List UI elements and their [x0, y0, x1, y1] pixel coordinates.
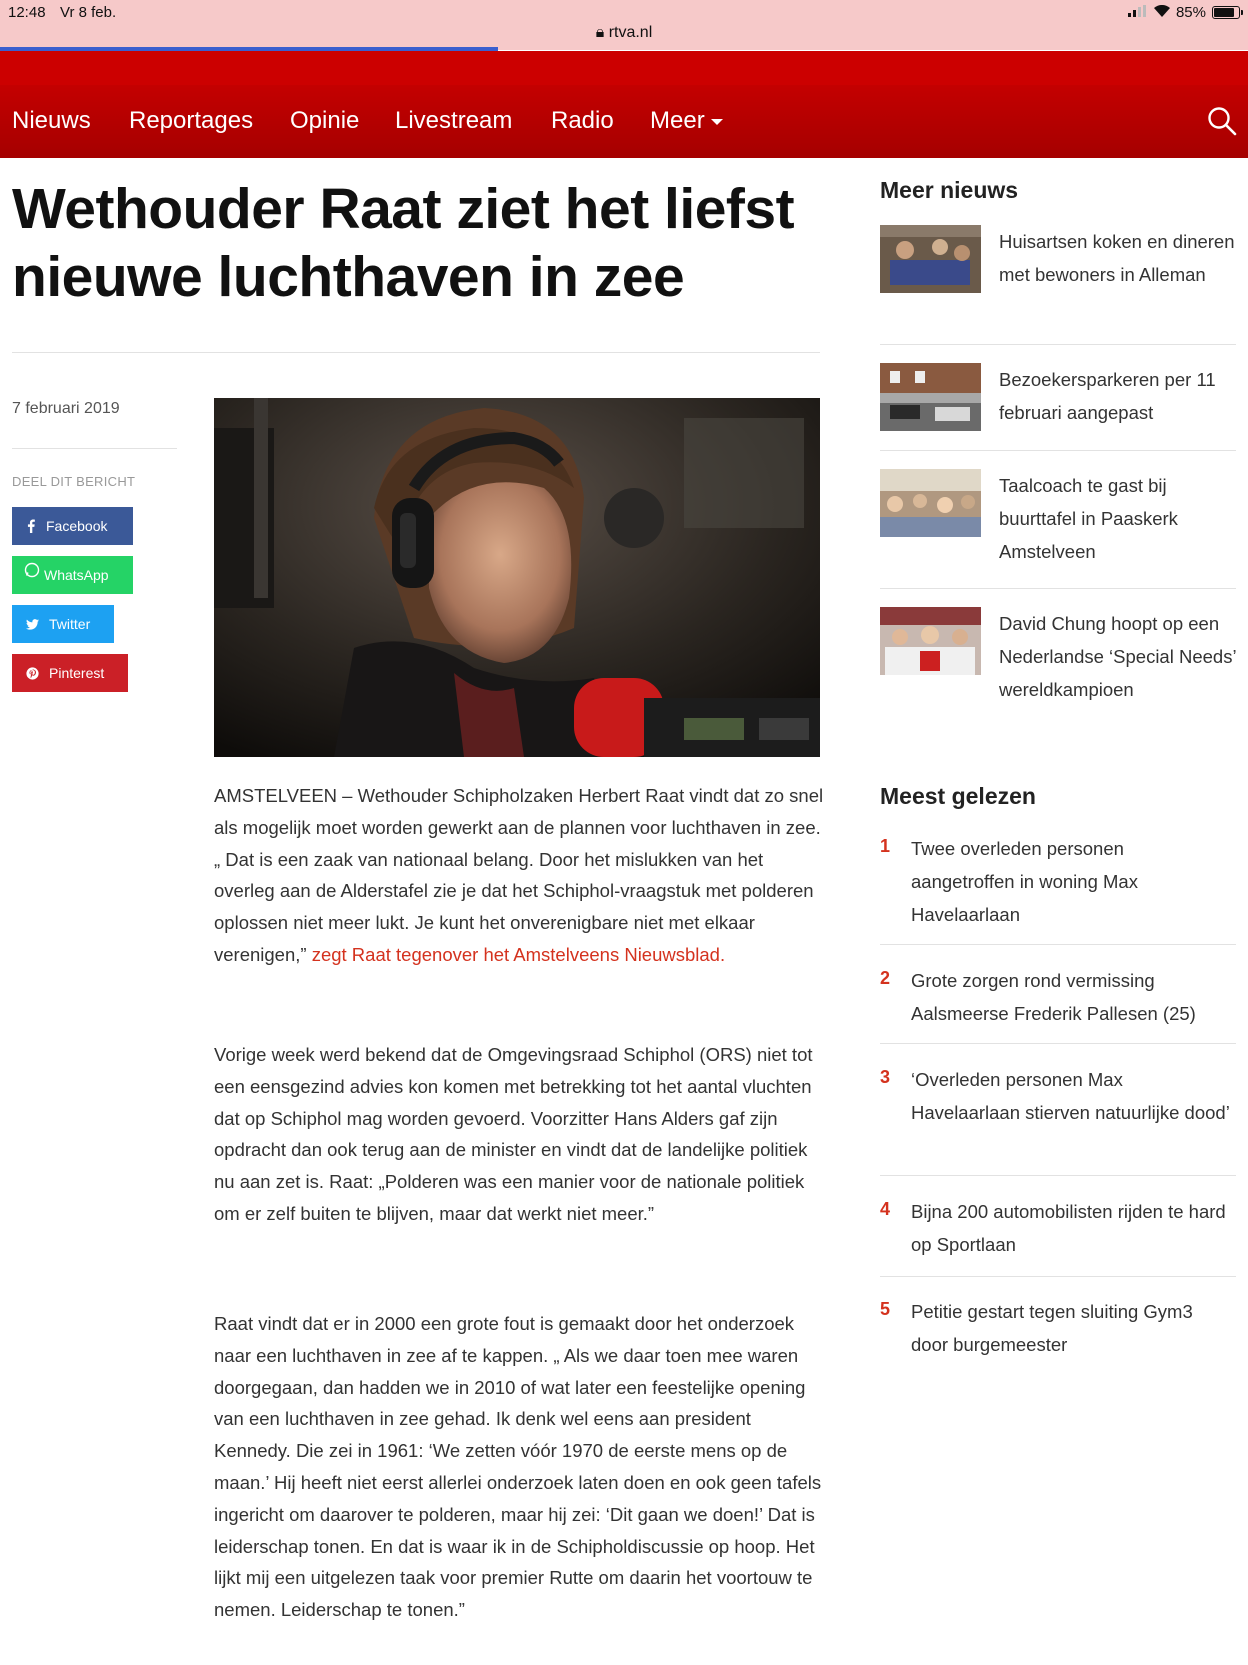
news-thumbnail[interactable]	[880, 225, 981, 293]
status-time: 12:48	[8, 4, 46, 21]
nav-item-meer[interactable]	[650, 107, 723, 135]
rank-number: 3	[880, 1067, 891, 1087]
facebook-icon	[26, 519, 36, 533]
divider	[880, 588, 1236, 589]
most-read-item[interactable]: ‘Overleden personen Max Havelaarlaan stierven natuurlijke dood’	[911, 1069, 1230, 1123]
pinterest-share-button[interactable]	[12, 654, 128, 692]
whatsapp-label: WhatsApp	[44, 567, 109, 583]
article-paragraph-text: AMSTELVEEN – Wethouder Schipholzaken Herbert Raat vindt dat zo snel als mogelijk moet worden gewerkt aan de plannen voor luchthaven in zee. „ Dat is een zaak van nationaal belang. Door het mislukken van het overleg aan de Alderstafel zie je dat het Schiphol-vraagstuk met polderen oplossen niet meer lukt. Je kunt het onverenigbare niet met elkaar verenigen,”	[214, 785, 824, 965]
address-url: rtva.nl	[608, 24, 653, 41]
pinterest-label: Pinterest	[49, 665, 105, 681]
pinterest-icon	[26, 667, 39, 680]
most-read-title: Meest gelezen	[880, 783, 1036, 809]
divider	[880, 1043, 1236, 1044]
most-read-item[interactable]: Twee overleden personen aangetroffen in woning Max Havelaarlaan	[911, 838, 1138, 925]
whatsapp-icon	[24, 562, 40, 578]
wifi-icon	[1154, 4, 1170, 21]
rank-number: 5	[880, 1299, 891, 1319]
nav-item-radio[interactable]: Radio	[551, 107, 614, 134]
divider	[880, 1175, 1236, 1176]
facebook-label: Facebook	[46, 518, 108, 534]
rank-number: 4	[880, 1199, 891, 1219]
more-news-title: Meer nieuws	[880, 177, 1019, 203]
rank-number: 1	[880, 836, 891, 856]
most-read-item[interactable]: Grote zorgen rond vermissing Aalsmeerse Frederik Pallesen (25)	[911, 970, 1196, 1024]
nav-item-nieuws[interactable]: Nieuws	[12, 107, 91, 134]
rank-number: 2	[880, 968, 891, 988]
battery-icon	[1212, 6, 1240, 19]
address-bar[interactable]	[0, 24, 1248, 42]
article-photo	[214, 398, 820, 757]
twitter-icon	[26, 619, 39, 630]
share-label: DEEL DIT BERICHT	[12, 474, 136, 489]
whatsapp-share-button[interactable]	[12, 556, 133, 594]
status-bar	[0, 0, 1248, 50]
divider	[880, 450, 1236, 451]
search-icon[interactable]	[1206, 105, 1238, 137]
news-item-title[interactable]: Bezoekersparkeren per 11 februari aangepast	[999, 369, 1216, 423]
caret-down-icon	[711, 119, 723, 125]
nav-item-reportages[interactable]: Reportages	[129, 107, 254, 134]
status-indicators	[1128, 4, 1240, 21]
divider	[12, 352, 820, 353]
signal-icon	[1128, 4, 1148, 21]
facebook-share-button[interactable]	[12, 507, 133, 545]
divider	[12, 448, 177, 449]
battery-percent: 85%	[1175, 4, 1206, 21]
twitter-share-button[interactable]	[12, 605, 114, 643]
twitter-label: Twitter	[49, 616, 91, 632]
most-read-item[interactable]: Bijna 200 automobilisten rijden te hard op Sportlaan	[911, 1201, 1226, 1255]
news-item-title[interactable]: Taalcoach te gast bij buurttafel in Paaskerk Amstelveen	[999, 475, 1178, 562]
divider	[880, 344, 1236, 345]
nav-item-livestream[interactable]: Livestream	[395, 107, 513, 134]
article-title: Wethouder Raat ziet het liefst nieuwe luchthaven in zee	[12, 177, 795, 309]
article-paragraph: Vorige week werd bekend dat de Omgevingsraad Schiphol (ORS) niet tot een eensgezind advies kon komen met betrekking tot het aantal vluchten dat op Schiphol mag worden gevoerd. Voorzitter Hans Alders gaf zijn opdracht dan ook terug aan de minister en vindt dat de landelijke politiek nu aan zet is. Raat: „Polderen was een manier voor de nationale politiek om er zelf buiten te blijven, maar dat werkt niet meer.”	[214, 1044, 813, 1224]
news-item-title[interactable]: David Chung hoopt op een Nederlandse ‘Special Needs’ wereldkampioen	[999, 613, 1236, 700]
top-band	[0, 51, 1248, 85]
news-thumbnail[interactable]	[880, 363, 981, 431]
most-read-item[interactable]: Petitie gestart tegen sluiting Gym3 door burgemeester	[911, 1301, 1193, 1355]
article-paragraph	[214, 780, 824, 971]
main-nav	[0, 85, 1248, 158]
nav-item-meer-label: Meer	[650, 107, 705, 134]
status-date: Vr 8 feb.	[60, 4, 117, 21]
divider	[880, 944, 1236, 945]
lock-icon: 🔒︎	[595, 24, 605, 41]
news-thumbnail[interactable]	[880, 469, 981, 537]
article-date: 7 februari 2019	[12, 400, 120, 417]
news-thumbnail[interactable]	[880, 607, 981, 675]
news-item-title[interactable]: Huisartsen koken en dineren met bewoners in Alleman	[999, 231, 1235, 285]
divider	[880, 1276, 1236, 1277]
source-link[interactable]: zegt Raat tegenover het Amstelveens Nieuwsblad.	[311, 943, 726, 965]
article-paragraph: Raat vindt dat er in 2000 een grote fout is gemaakt door het onderzoek naar een luchthaven in zee af te kappen. „ Als we daar toen mee waren doorgegaan, dan hadden we in 2010 of wat later een feestelijke opening van een luchthaven in zee gehad. Ik denk wel eens aan president Kennedy. Die zei in 1961: ‘We zetten vóór 1970 de eerste mens op de maan.’ Hij heeft niet eerst allerlei onderzoek laten doen en ook geen tafels ingericht om daarover te polderen, maar hij zei: ‘Dit gaan we doen!’ Dat is leiderschap tonen. En dat is waar ik in de Schipholdiscussie op hoop. Het lijkt mij een uitgelezen taak voor premier Rutte om daarin het voortouw te nemen. Leiderschap te tonen.”	[214, 1313, 822, 1621]
nav-item-opinie[interactable]: Opinie	[290, 107, 360, 134]
